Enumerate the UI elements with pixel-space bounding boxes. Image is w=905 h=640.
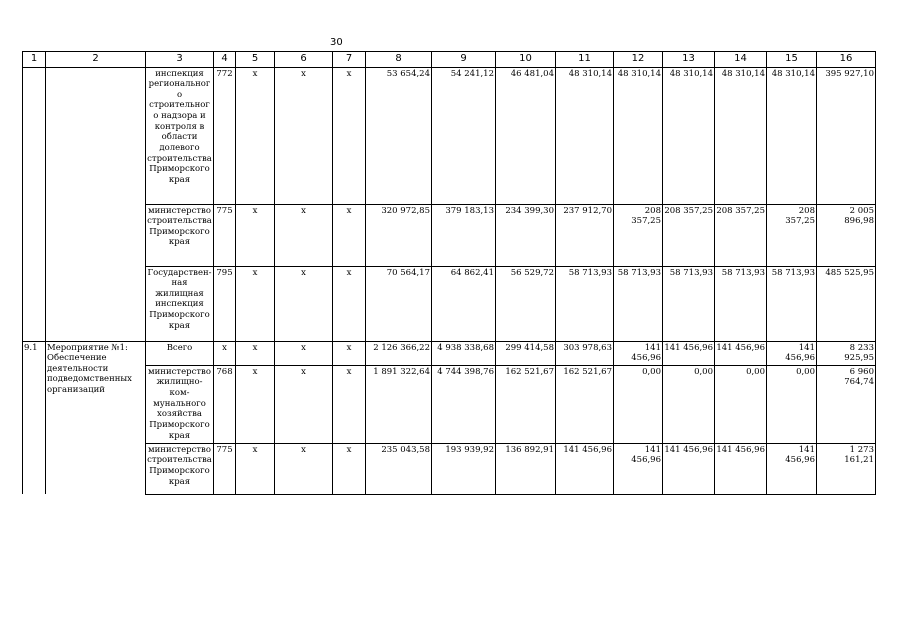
column-number: 16 [817, 52, 876, 68]
value-cell: х [275, 443, 333, 494]
column-number: 6 [275, 52, 333, 68]
value-cell: х [333, 365, 366, 443]
total-cell: 395 927,10 [817, 67, 876, 204]
row-number-cell: 9.1 [23, 341, 46, 494]
code-cell: 795 [214, 266, 236, 341]
column-number: 3 [146, 52, 214, 68]
row-number-cell [23, 204, 46, 266]
amount-cell: 48 310,14 [614, 67, 663, 204]
column-number: 10 [496, 52, 556, 68]
code-cell: х [214, 341, 236, 365]
activity-cell [46, 67, 146, 204]
total-cell: 6 960 764,74 [817, 365, 876, 443]
column-number: 4 [214, 52, 236, 68]
amount-cell: 237 912,70 [556, 204, 614, 266]
total-cell: 8 233 925,95 [817, 341, 876, 365]
amount-cell: 54 241,12 [432, 67, 496, 204]
total-cell: 2 005 896,98 [817, 204, 876, 266]
amount-cell: 0,00 [663, 365, 715, 443]
amount-cell: 320 972,85 [366, 204, 432, 266]
executor-cell: инспекция регионального строительного надзора и контроля в области долевого строительства Приморского края [146, 67, 214, 204]
value-cell: х [236, 204, 275, 266]
amount-cell: 4 938 338,68 [432, 341, 496, 365]
executor-cell: министерство строительства Приморского края [146, 443, 214, 494]
amount-cell: 162 521,67 [556, 365, 614, 443]
value-cell: х [236, 443, 275, 494]
amount-cell: 162 521,67 [496, 365, 556, 443]
value-cell: х [275, 266, 333, 341]
value-cell: х [333, 67, 366, 204]
column-number: 2 [46, 52, 146, 68]
amount-cell: 208 357,25 [767, 204, 817, 266]
value-cell: х [236, 365, 275, 443]
activity-cell [46, 204, 146, 266]
amount-cell: 141 456,96 [556, 443, 614, 494]
amount-cell: 141 456,96 [614, 341, 663, 365]
amount-cell: 208 357,25 [663, 204, 715, 266]
table-row [23, 365, 876, 443]
amount-cell: 379 183,13 [432, 204, 496, 266]
value-cell: х [333, 443, 366, 494]
amount-cell: 70 564,17 [366, 266, 432, 341]
amount-cell: 0,00 [767, 365, 817, 443]
column-number: 5 [236, 52, 275, 68]
table-row [23, 266, 876, 341]
amount-cell: 48 310,14 [663, 67, 715, 204]
amount-cell: 64 862,41 [432, 266, 496, 341]
amount-cell: 299 414,58 [496, 341, 556, 365]
amount-cell: 58 713,93 [715, 266, 767, 341]
amount-cell: 2 126 366,22 [366, 341, 432, 365]
column-number: 12 [614, 52, 663, 68]
value-cell: х [275, 365, 333, 443]
budget-table [22, 51, 876, 495]
amount-cell: 4 744 398,76 [432, 365, 496, 443]
value-cell: х [275, 341, 333, 365]
table-row [23, 67, 876, 204]
amount-cell: 141 456,96 [715, 443, 767, 494]
amount-cell: 234 399,30 [496, 204, 556, 266]
column-number: 7 [333, 52, 366, 68]
amount-cell: 58 713,93 [614, 266, 663, 341]
amount-cell: 58 713,93 [663, 266, 715, 341]
value-cell: х [236, 341, 275, 365]
value-cell: х [275, 67, 333, 204]
value-cell: х [333, 341, 366, 365]
row-number-cell [23, 266, 46, 341]
value-cell: х [275, 204, 333, 266]
amount-cell: 141 456,96 [663, 443, 715, 494]
activity-cell: Мероприятие №1: Обеспечение деятельности подведомственных организаций [46, 341, 146, 494]
executor-cell: министерство жилищно-ком-мунального хозяйства Приморского края [146, 365, 214, 443]
executor-cell: Всего [146, 341, 214, 365]
amount-cell: 53 654,24 [366, 67, 432, 204]
amount-cell: 136 892,91 [496, 443, 556, 494]
amount-cell: 56 529,72 [496, 266, 556, 341]
column-number: 11 [556, 52, 614, 68]
code-cell: 775 [214, 204, 236, 266]
column-number: 15 [767, 52, 817, 68]
amount-cell: 58 713,93 [556, 266, 614, 341]
total-cell: 485 525,95 [817, 266, 876, 341]
amount-cell: 235 043,58 [366, 443, 432, 494]
amount-cell: 141 456,96 [767, 443, 817, 494]
column-number: 8 [366, 52, 432, 68]
amount-cell: 193 939,92 [432, 443, 496, 494]
amount-cell: 141 456,96 [663, 341, 715, 365]
value-cell: х [236, 67, 275, 204]
amount-cell: 141 456,96 [715, 341, 767, 365]
activity-cell [46, 266, 146, 341]
table-row [23, 443, 876, 494]
amount-cell: 48 310,14 [715, 67, 767, 204]
table-row [23, 341, 876, 365]
amount-cell: 1 891 322,64 [366, 365, 432, 443]
amount-cell: 303 978,63 [556, 341, 614, 365]
amount-cell: 141 456,96 [767, 341, 817, 365]
amount-cell: 208 357,25 [715, 204, 767, 266]
column-number: 1 [23, 52, 46, 68]
amount-cell: 0,00 [614, 365, 663, 443]
amount-cell: 141 456,96 [614, 443, 663, 494]
amount-cell: 58 713,93 [767, 266, 817, 341]
executor-cell: министерство строительства Приморского края [146, 204, 214, 266]
table-row [23, 204, 876, 266]
value-cell: х [236, 266, 275, 341]
row-number-cell [23, 67, 46, 204]
code-cell: 775 [214, 443, 236, 494]
total-cell: 1 273 161,21 [817, 443, 876, 494]
page-number: 30 [330, 37, 343, 48]
column-number-row [23, 52, 876, 68]
amount-cell: 46 481,04 [496, 67, 556, 204]
amount-cell: 48 310,14 [767, 67, 817, 204]
column-number: 14 [715, 52, 767, 68]
code-cell: 772 [214, 67, 236, 204]
value-cell: х [333, 266, 366, 341]
column-number: 13 [663, 52, 715, 68]
column-number: 9 [432, 52, 496, 68]
value-cell: х [333, 204, 366, 266]
amount-cell: 48 310,14 [556, 67, 614, 204]
amount-cell: 208 357,25 [614, 204, 663, 266]
amount-cell: 0,00 [715, 365, 767, 443]
code-cell: 768 [214, 365, 236, 443]
executor-cell: Государствен-ная жилищная инспекция Приморского края [146, 266, 214, 341]
